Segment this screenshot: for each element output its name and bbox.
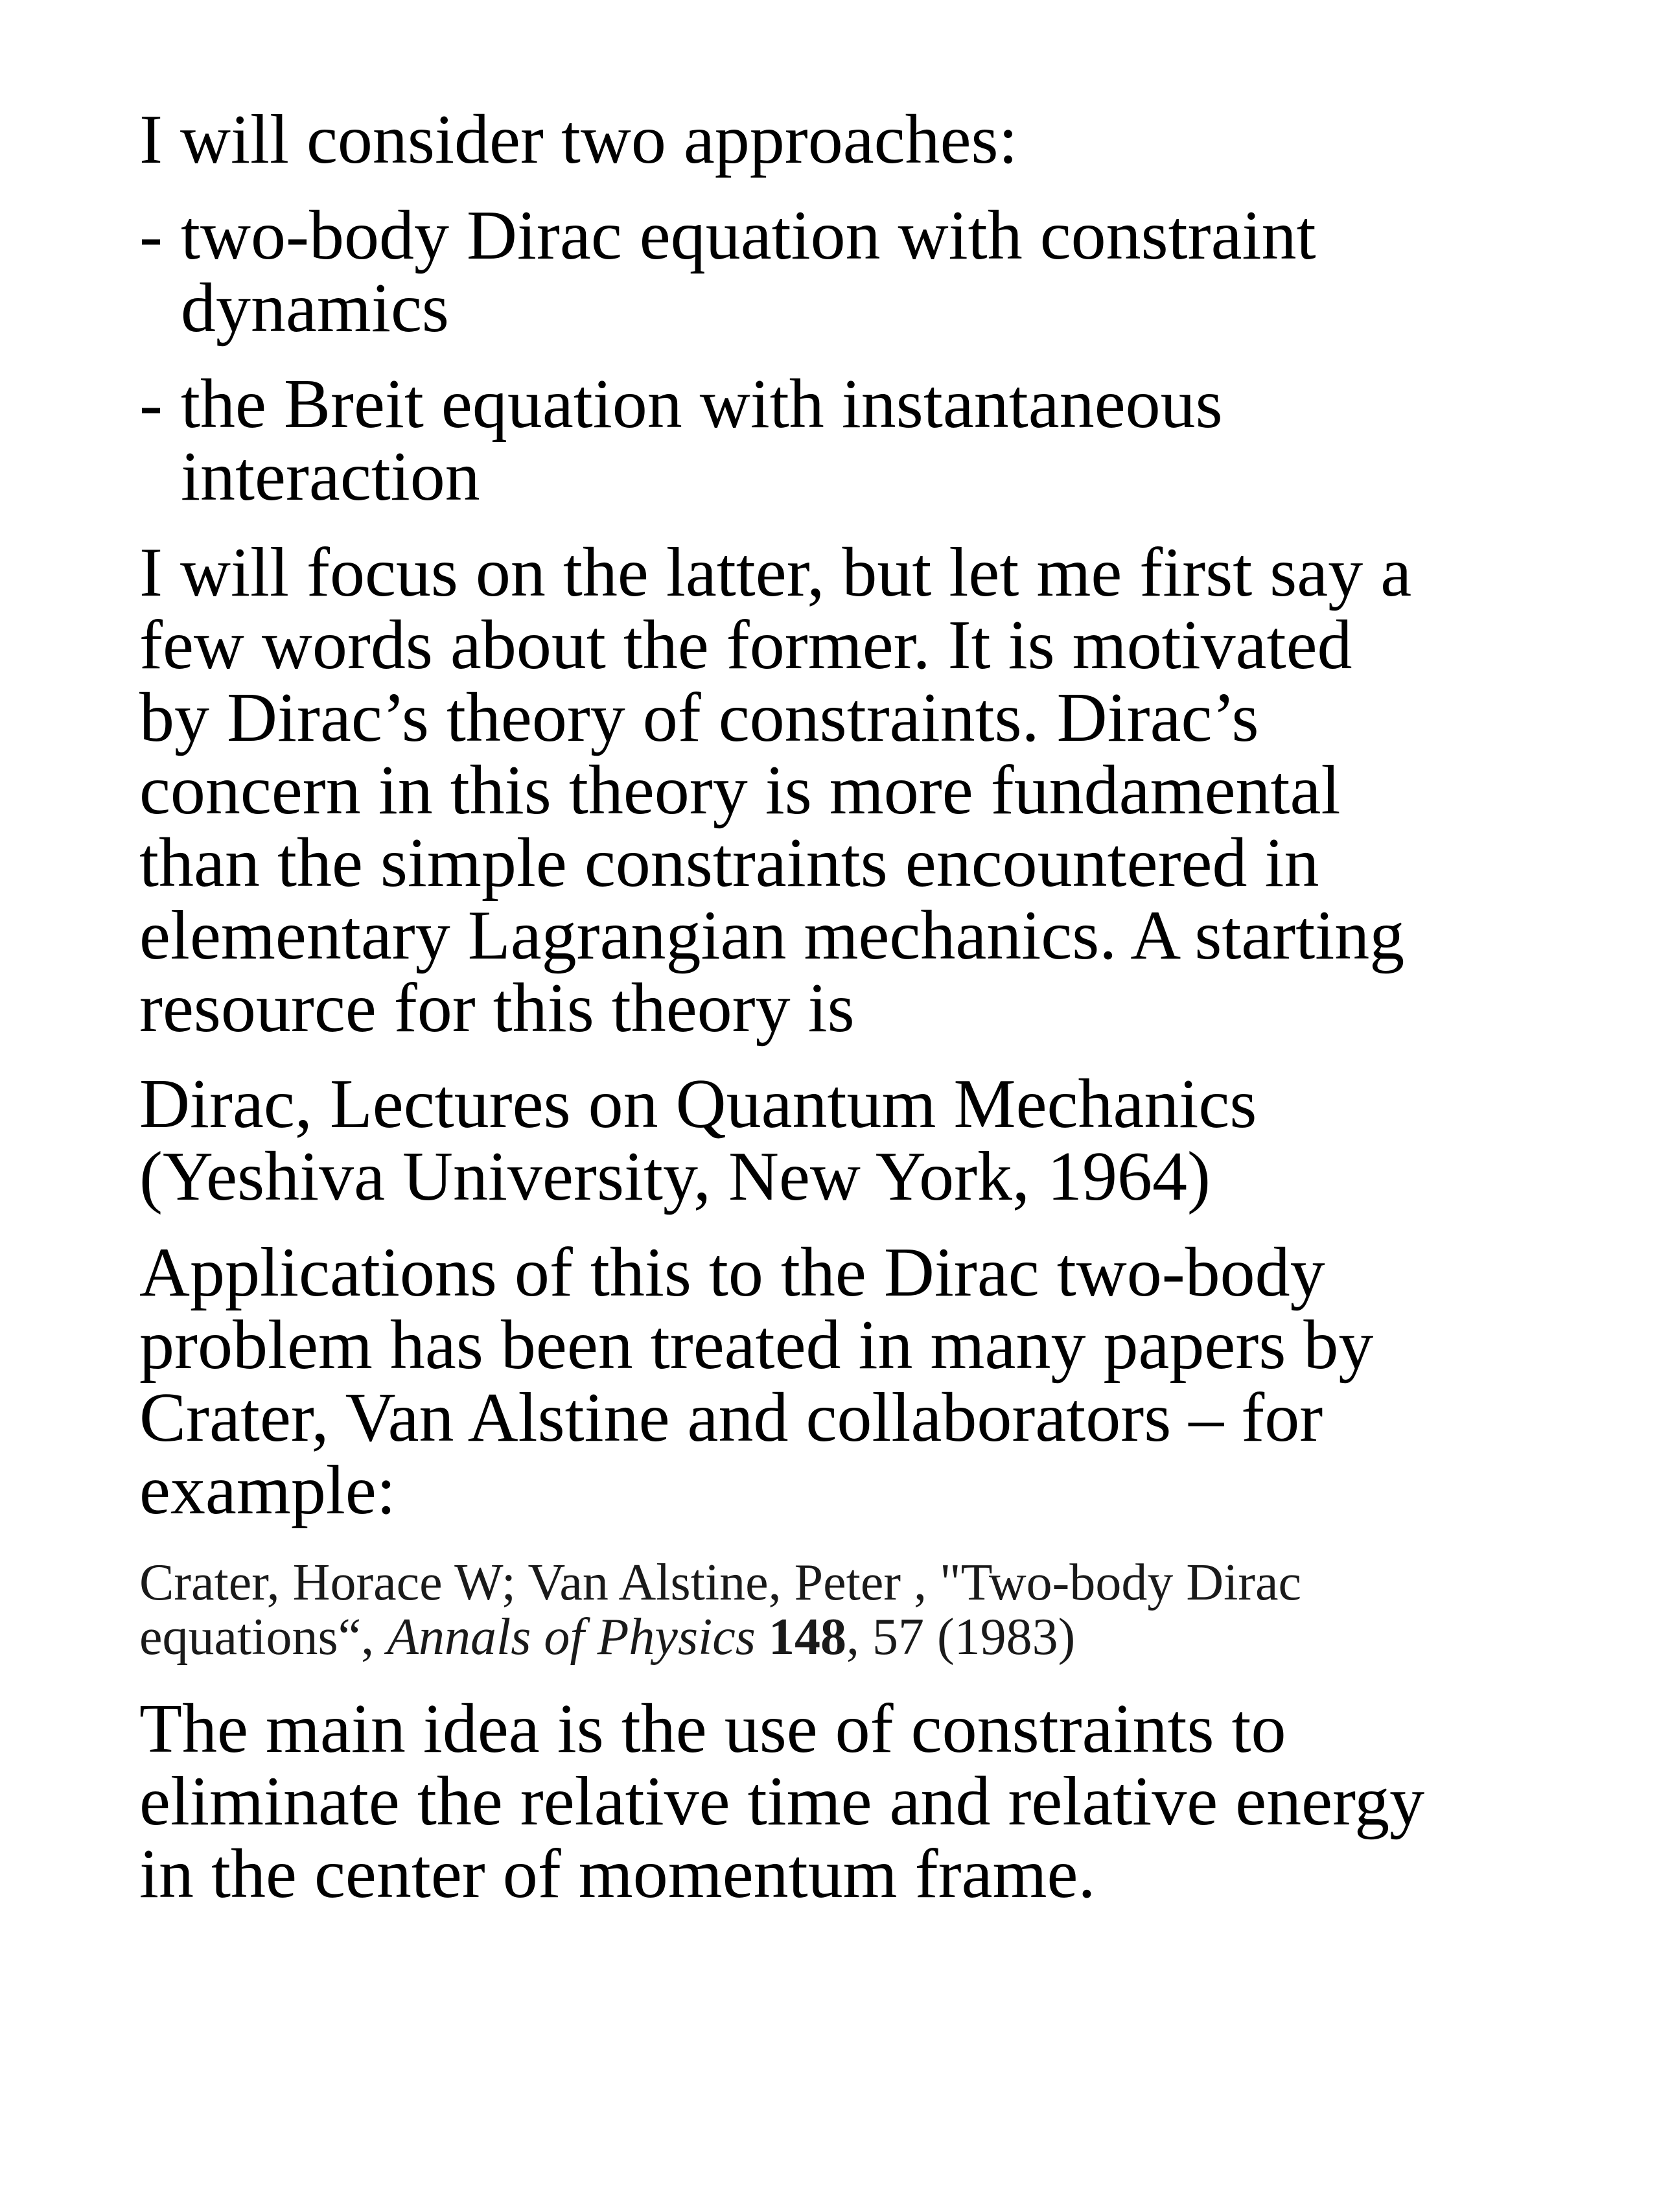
bullet-breit-equation: - the Breit equation with instantaneous interaction <box>139 366 1223 515</box>
dirac-reference: Dirac, Lectures on Quantum Mechanics (Yeshiva University, New York, 1964) <box>139 1065 1257 1215</box>
bullet-dash: - <box>139 197 163 274</box>
crater-reference: Crater, Horace W; Van Alstine, Peter , "Two-body Dirac equations“, Annals of Physics 148, 57 (1983) <box>139 1554 1301 1666</box>
bullet-dash: - <box>139 366 163 443</box>
main-idea-paragraph: The main idea is the use of constraints to eliminate the relative time and relative energy in the center of momentum frame. <box>139 1690 1425 1913</box>
slide-content <box>139 101 1604 1913</box>
journal-volume: 148 <box>768 1609 846 1666</box>
bullet-constraint-dynamics: - two-body Dirac equation with constraint dynamics <box>139 197 1316 347</box>
focus-paragraph: I will focus on the latter, but let me first say a few words about the former. It is motivated by Dirac’s theory of constraints. Dirac’s concern in this theory is more fundamental than the simple constraints encountered in elementary Lagrangian mechanics. A starting resource for this theory is <box>139 534 1412 1047</box>
applications-paragraph: Applications of this to the Dirac two-body problem has been treated in many papers by Crater, Van Alstine and collaborators – for example: <box>139 1234 1374 1529</box>
intro-line: I will consider two approaches: <box>139 101 1018 178</box>
journal-name: Annals of Physics <box>387 1609 756 1666</box>
